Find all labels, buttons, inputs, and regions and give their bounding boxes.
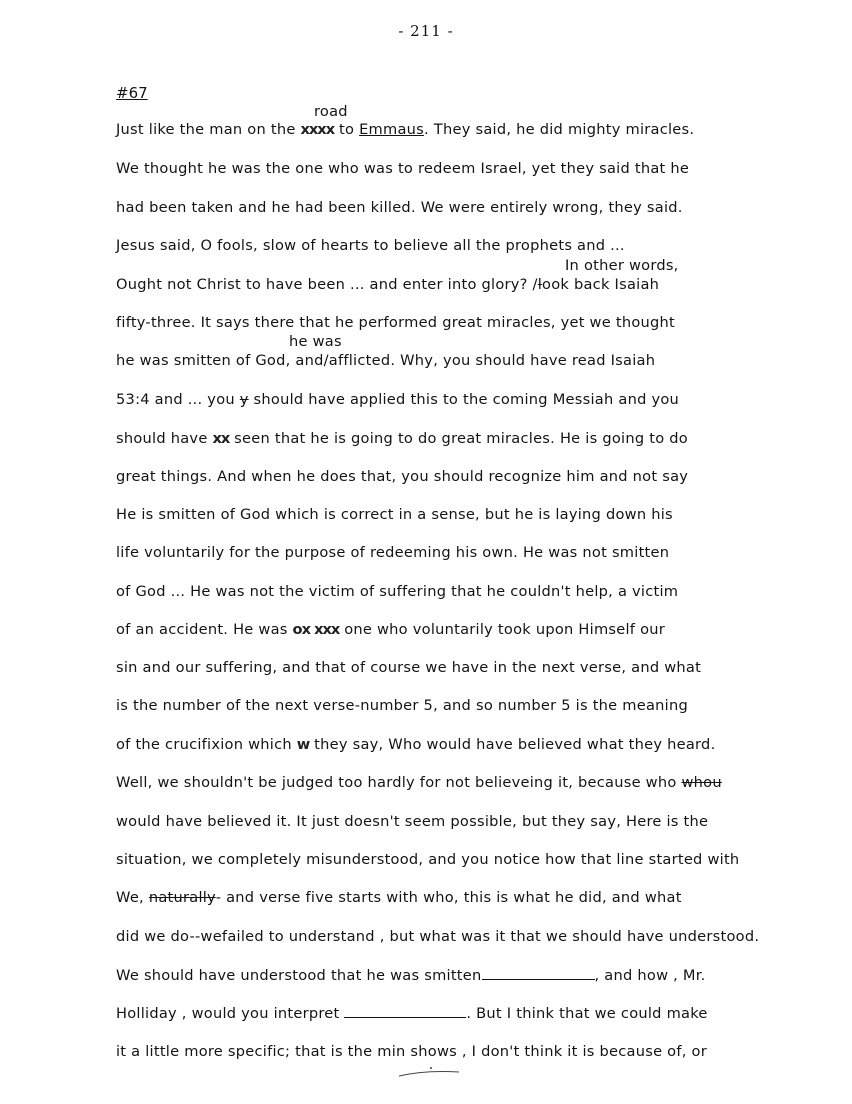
text-line-16: is the number of the next verse-number 5, and so number 5 is the meaning <box>116 697 688 714</box>
text-line-20: situation, we completely misunderstood, and you notice how that line started with <box>116 851 740 868</box>
text-line-22: did we do--wefailed to understand , but what was it that we should have understood. <box>116 928 760 945</box>
text-line-25: it a little more specific; that is the min shows , I don't think it is because of, or <box>116 1043 707 1060</box>
text-line-12: life voluntarily for the purpose of redeeming his own. He was not smitten <box>116 544 670 561</box>
crossed-out-letter: y <box>239 391 249 408</box>
pen-mark <box>395 1064 465 1080</box>
text-line-7: he was smitten of God, and/afflicted. Why, you should have read Isaiah <box>116 352 656 369</box>
insert-he-was: he was <box>289 333 342 350</box>
text-line-15: sin and our suffering, and that of course we have in the next verse, and what <box>116 659 702 676</box>
blank-underline <box>482 965 595 980</box>
text-line-11: He is smitten of God which is correct in a sense, but he is laying down his <box>116 506 673 523</box>
text-line-3: had been taken and he had been killed. We were entirely wrong, they said. <box>116 199 683 216</box>
text-line-5: Ought not Christ to have been ... and enter into glory? /look back Isaiah <box>116 276 660 293</box>
crossed-out-word: ox xxx <box>292 621 340 638</box>
text-line-13: of God ... He was not the victim of suffering that he couldn't help, a victim <box>116 583 679 600</box>
emmaus-underlined: Emmaus <box>359 121 425 138</box>
text-line-14: of an accident. He was ox xxx one who voluntarily took upon Himself our <box>116 621 666 638</box>
struck-word: naturally <box>148 889 216 906</box>
crossed-out-word: xx <box>212 430 230 447</box>
text-line-4: Jesus said, O fools, slow of hearts to believe all the prophets and ... <box>116 237 625 254</box>
insert-in-other-words: In other words, <box>565 257 679 274</box>
text-line-6: fifty-three. It says there that he performed great miracles, yet we thought <box>116 314 675 331</box>
text-line-10: great things. And when he does that, you should recognize him and not say <box>116 468 689 485</box>
text-line-21: We, naturally- and verse five starts with who, this is what he did, and what <box>116 889 682 906</box>
text-line-18: Well, we shouldn't be judged too hardly for not believeing it, because who whou <box>116 774 722 791</box>
text-line-17: of the crucifixion which w they say, Who would have believed what they heard. <box>116 736 716 753</box>
insert-road: road <box>314 103 348 120</box>
struck-word: whou <box>681 774 722 791</box>
blank-underline <box>344 1003 466 1018</box>
crossed-out-letter: l <box>537 276 543 293</box>
crossed-out-word: xxxx <box>300 121 335 138</box>
page-number: - 211 - <box>398 22 454 40</box>
text-line-1: Just like the man on the xxxx to Emmaus. They said, he did mighty miracles. <box>116 121 695 138</box>
text-line-8: 53:4 and ... you y should have applied this to the coming Messiah and you <box>116 391 680 408</box>
text-line-24: Holliday , would you interpret . But I think that we could make <box>116 1005 708 1022</box>
text-line-19: would have believed it. It just doesn't seem possible, but they say, Here is the <box>116 813 709 830</box>
section-number: #67 <box>116 84 148 102</box>
crossed-out-letter: w <box>296 736 310 753</box>
text-line-9: should have xx seen that he is going to do great miracles. He is going to do <box>116 430 688 447</box>
text-line-23: We should have understood that he was smitten , and how , Mr. <box>116 967 706 984</box>
text-line-2: We thought he was the one who was to redeem Israel, yet they said that he <box>116 160 690 177</box>
